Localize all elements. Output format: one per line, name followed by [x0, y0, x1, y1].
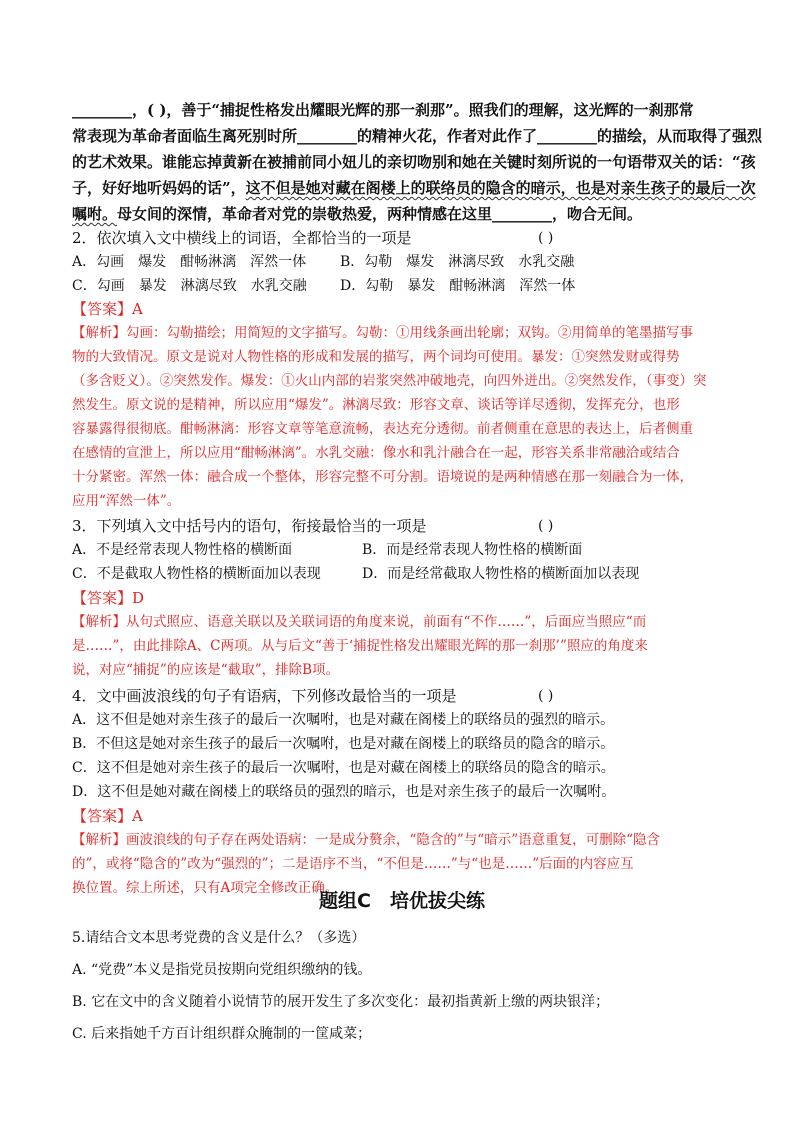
passage-line-4-plain: 子，好好地听妈妈的话”，	[72, 179, 246, 197]
passage-line-2: 常表现为革命者面临生离死别时所________的精神火花，作者对此作了________的描绘，从而取得了强烈	[72, 127, 763, 145]
passage-line-5-plain: 母女间的深情，革命者对党的崇敬热爱，两种情感在这里________，吻合无间。	[117, 205, 643, 223]
q2-answer: 【答案】A	[72, 300, 143, 318]
q3-analysis-line: 【解析】从句式照应、语意关联以及关联词语的角度来说，前面有“不作……”，后面应当照应“而	[72, 614, 647, 630]
q3-option-d: D．而是经常截取人物性格的横断面加以表现	[362, 566, 640, 582]
q3-stem: 3．下列填入文中括号内的语句，衔接最恰当的一项是	[72, 517, 427, 535]
q3-analysis-line: 说，对应“捕捉”的应该是“截取”，排除B项。	[72, 662, 340, 678]
q2-analysis-line: 应用“浑然一体”。	[72, 493, 181, 509]
passage-line-4	[72, 178, 756, 198]
q2-option-a: A．勾画 爆发 酣畅淋漓 浑然一体	[72, 254, 307, 270]
q2-analysis-line: （多含贬义）。②突然发作。爆发：①火山内部的岩浆突然冲破地壳，向四外迸出。②突然发作，（事变）突	[72, 373, 707, 389]
q4-analysis-line: 的”，或将“隐含的”改为“强烈的”；二是语序不当，“不但是……”与“也是……”后面的内容应互	[72, 856, 634, 872]
q2-option-b: B．勾勒 爆发 淋漓尽致 水乳交融	[340, 254, 575, 270]
q2-analysis-line: 在感情的宣泄上，所以应用“酣畅淋漓”。水乳交融：像水和乳汁融合在一起，形容关系非常融洽或结合	[72, 445, 680, 461]
passage-line-3: 的艺术效果。谁能忘掉黄新在被捕前同小妞儿的亲切吻别和她在关键时刻所说的一句语带双关的话：“孩	[72, 153, 756, 171]
q4-option-b: B．不但这是她对亲生孩子的最后一次嘱咐，也是对藏在阁楼上的联络员的隐含的暗示。	[72, 736, 615, 752]
q3-option-c: C．不是截取人物性格的横断面加以表现	[72, 566, 321, 582]
q4-answer: 【答案】A	[72, 807, 143, 825]
q4-analysis-line: 换位置。综上所述，只有A项完全修改正确。	[72, 880, 339, 896]
q4-paren: ( )	[538, 688, 554, 704]
q2-stem: 2．依次填入文中横线上的词语，全都恰当的一项是	[72, 229, 412, 247]
q3-option-b: B．而是经常表现人物性格的横断面	[362, 542, 583, 558]
q2-analysis-line: 容暴露得很彻底。酣畅淋漓：形容文章等笔意流畅，表达充分透彻。前者侧重在意思的表达上，后者侧重	[72, 421, 693, 437]
q2-analysis-line: 然发生。原文说的是精神，所以应用“爆发”。淋漓尽致：形容文章、谈话等详尽透彻，发挥充分，也形	[72, 397, 680, 413]
q4-stem: 4．文中画波浪线的句子有语病，下列修改最恰当的一项是	[72, 687, 457, 705]
q5-option-c: C. 后来指她千方百计组织群众腌制的一筐咸菜；	[72, 1026, 372, 1042]
q2-analysis-line: 物的大致情况。原文是说对人物性格的形成和发展的描写，两个词均可使用。暴发：①突然发财或得势	[72, 349, 680, 365]
q4-option-d: D．这不但是她对藏在阁楼上的联络员的强烈的暗示，也是对亲生孩子的最后一次嘱咐。	[72, 784, 616, 800]
q2-option-d: D．勾勒 暴发 酣畅淋漓 浑然一体	[340, 278, 576, 294]
q5-option-b: B. 它在文中的含义随着小说情节的展开发生了多次变化：最初指黄新上缴的两块银洋；	[72, 994, 610, 1010]
wavy-sentence-part-2: 嘱咐。	[72, 205, 118, 223]
q5-option-a: A. “党费”本义是指党员按期向党组织缴纳的钱。	[72, 962, 372, 978]
q5-stem: 5.请结合文本思考党费的含义是什么？（多选）	[72, 930, 366, 946]
q2-option-c: C．勾画 暴发 淋漓尽致 水乳交融	[72, 278, 307, 294]
section-c-heading: 题组C 培优拔尖练	[319, 890, 485, 912]
q3-option-a: A．不是经常表现人物性格的横断面	[72, 542, 293, 558]
q2-paren: ( )	[538, 230, 554, 246]
q4-option-a: A．这不但是她对亲生孩子的最后一次嘱咐，也是对藏在阁楼上的联络员的强烈的暗示。	[72, 712, 615, 728]
q3-answer: 【答案】D	[72, 589, 145, 607]
passage-line-1: ________，( )，善于“捕捉性格发出耀眼光辉的那一刹那”。照我们的理解，这光辉的一刹那常	[72, 101, 694, 119]
q2-analysis-line: 十分紧密。浑然一体：融合成一个整体，形容完整不可分割。语境说的是两种情感在那一刻融合为一体，	[72, 469, 693, 485]
q3-paren: ( )	[538, 518, 554, 534]
passage-line-5	[72, 204, 642, 224]
wavy-sentence-part-1: 这不但是她对藏在阁楼上的联络员的隐含的暗示，也是对亲生孩子的最后一次	[245, 179, 756, 197]
q2-analysis-line: 【解析】勾画：勾勒描绘；用简短的文字描写。勾勒：①用线条画出轮廓；双钩。②用简单的笔墨描写事	[72, 325, 693, 341]
q3-analysis-line: 是……”，由此排除A、C两项。从与后文“善于‘捕捉性格发出耀眼光辉的那一刹那’”照应的角度来	[72, 638, 648, 654]
q4-option-c: C．这不但是她对亲生孩子的最后一次嘱咐，也是对藏在阁楼上的联络员的隐含的暗示。	[72, 760, 615, 776]
q4-analysis-line: 【解析】画波浪线的句子存在两处语病：一是成分赘余，“隐含的”与“暗示”语意重复，可删除“隐含	[72, 832, 661, 848]
